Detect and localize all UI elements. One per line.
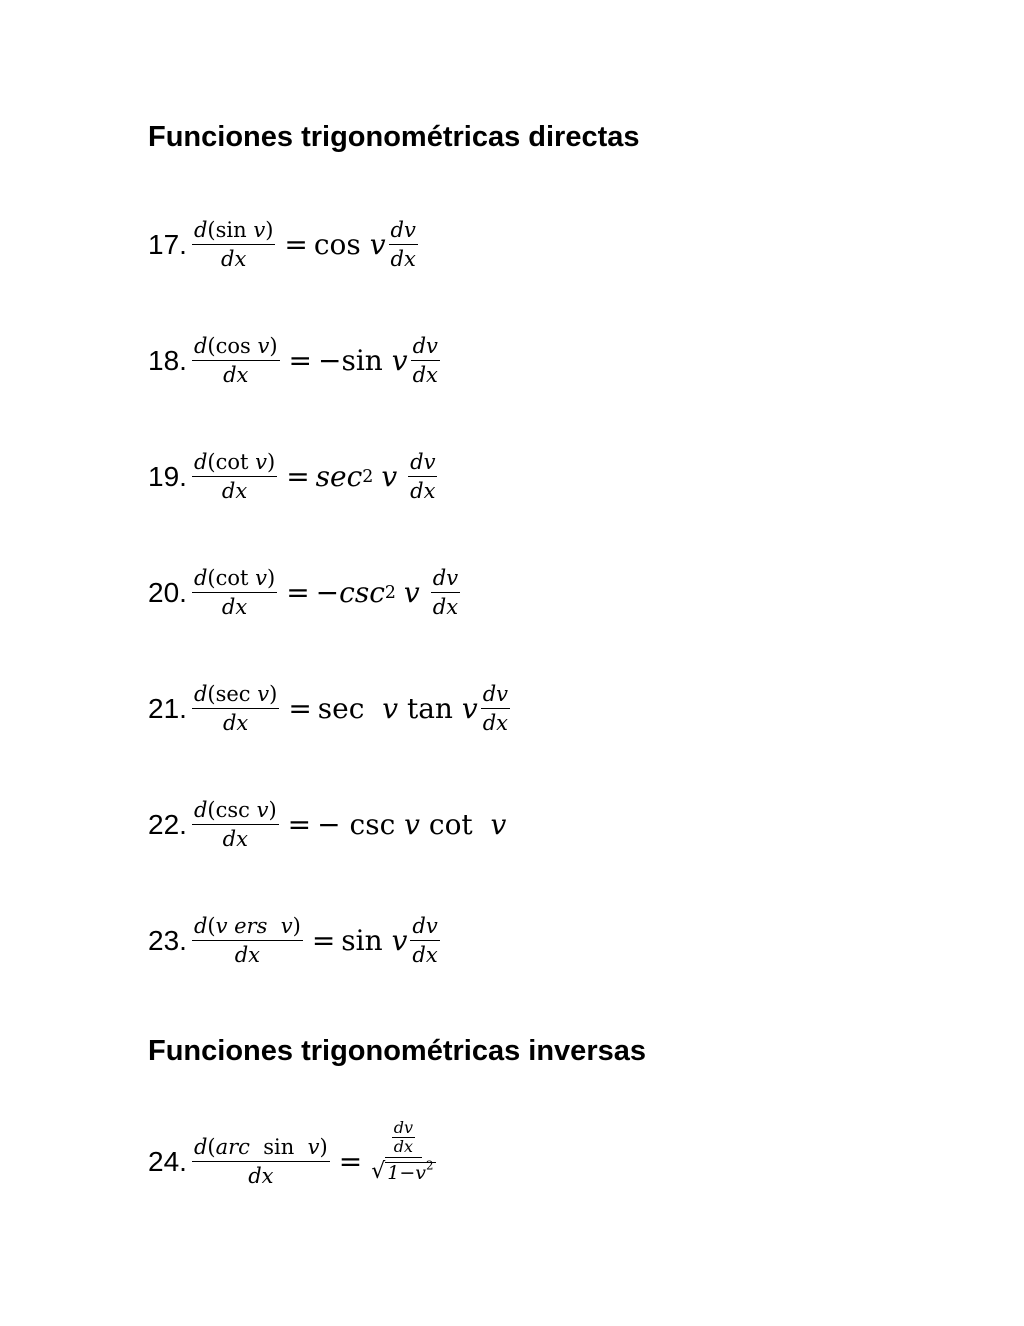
formula-17: 17. $\frac{\text{d(sin v)}}{dx}$ = cos v $\frac{dv}{dx}$ <box>148 218 416 271</box>
lhs-fraction: $\frac{\text{d(cot v)}}{dx}$ <box>193 450 276 503</box>
dv-dx-fraction: $\frac{dv}{dx}$ <box>412 334 438 387</box>
rhs-function-2: tan <box>406 692 453 725</box>
lhs-fraction: $\frac{\text{d(arc sin v)}}{dx}$ <box>193 1134 328 1188</box>
rhs-function: cos <box>313 228 361 261</box>
section-title-inverse: Funciones trigonométricas inversas <box>148 1035 646 1067</box>
formula-23: 23. $\frac{\text{d(v ers v)}}{dx}$ = sin v $\frac{dv}{dx}$ <box>148 914 438 967</box>
dv-dx-fraction: $\frac{dv}{dx}$ <box>432 566 459 619</box>
dv-dx-fraction: $\frac{dv}{dx}$ <box>393 1118 413 1156</box>
formula-number: 17. <box>148 229 187 260</box>
square-root: √ $1-v^2$ <box>371 1158 434 1184</box>
lhs-fraction: $\frac{\text{d(sec v)}}{dx}$ <box>193 682 278 735</box>
formula-number: 20. <box>148 577 187 608</box>
dv-dx-fraction: $\frac{dv}{dx}$ <box>410 450 436 503</box>
formula-number: 19. <box>148 461 187 492</box>
lhs-fraction: $\frac{\text{d(cos v)}}{dx}$ <box>193 334 278 387</box>
rhs-function: csc <box>339 576 385 609</box>
rhs-function-2: cot <box>428 808 473 841</box>
formula-number: 24. <box>148 1145 187 1177</box>
lhs-fraction: $\frac{\text{d(sin v)}}{dx}$ <box>193 218 274 271</box>
section-title-direct: Funciones trigonométricas directas <box>148 121 640 153</box>
dv-dx-fraction: $\frac{dv}{dx}$ <box>412 914 438 967</box>
rhs-fraction <box>371 1120 435 1183</box>
formula-number: 21. <box>148 693 187 724</box>
dv-dx-fraction: $\frac{dv}{dx}$ <box>482 682 508 735</box>
rhs-function: sec <box>317 692 365 725</box>
rhs-function: csc <box>349 808 396 841</box>
rhs-function: sin <box>341 344 383 377</box>
dv-dx-fraction: $\frac{dv}{dx}$ <box>390 218 416 271</box>
formula-24: 24. $\frac{\text{d(arc sin v)}}{dx}$ = $\frac{dv}{dx}$ √ $1-v^2$ <box>148 1118 434 1188</box>
formula-number: 22. <box>148 809 187 840</box>
rhs-function: sin <box>341 924 383 957</box>
formula-22: 22. $\frac{\text{d(csc v)}}{dx}$ = − csc v cot v <box>148 798 507 851</box>
formula-20: 20. $\frac{\text{d(cot v)}}{dx}$ = − csc 2 v $\frac{dv}{dx}$ <box>148 566 459 619</box>
lhs-fraction: $\frac{\text{d(v ers v)}}{dx}$ <box>193 914 301 967</box>
lhs-fraction: $\frac{\text{d(csc v)}}{dx}$ <box>193 798 277 851</box>
formula-18: 18. $\frac{\text{d(cos v)}}{dx}$ = − sin v $\frac{dv}{dx}$ <box>148 334 438 387</box>
formula-19: 19. $\frac{\text{d(cot v)}}{dx}$ = sec 2 v $\frac{dv}{dx}$ <box>148 450 436 503</box>
rhs-function: sec <box>315 460 363 493</box>
lhs-fraction: $\frac{\text{d(cot v)}}{dx}$ <box>193 566 276 619</box>
formula-number: 18. <box>148 345 187 376</box>
formula-21: 21. $\frac{\text{d(sec v)}}{dx}$ = sec v tan v $\frac{dv}{dx}$ <box>148 682 508 735</box>
formula-number: 23. <box>148 925 187 956</box>
